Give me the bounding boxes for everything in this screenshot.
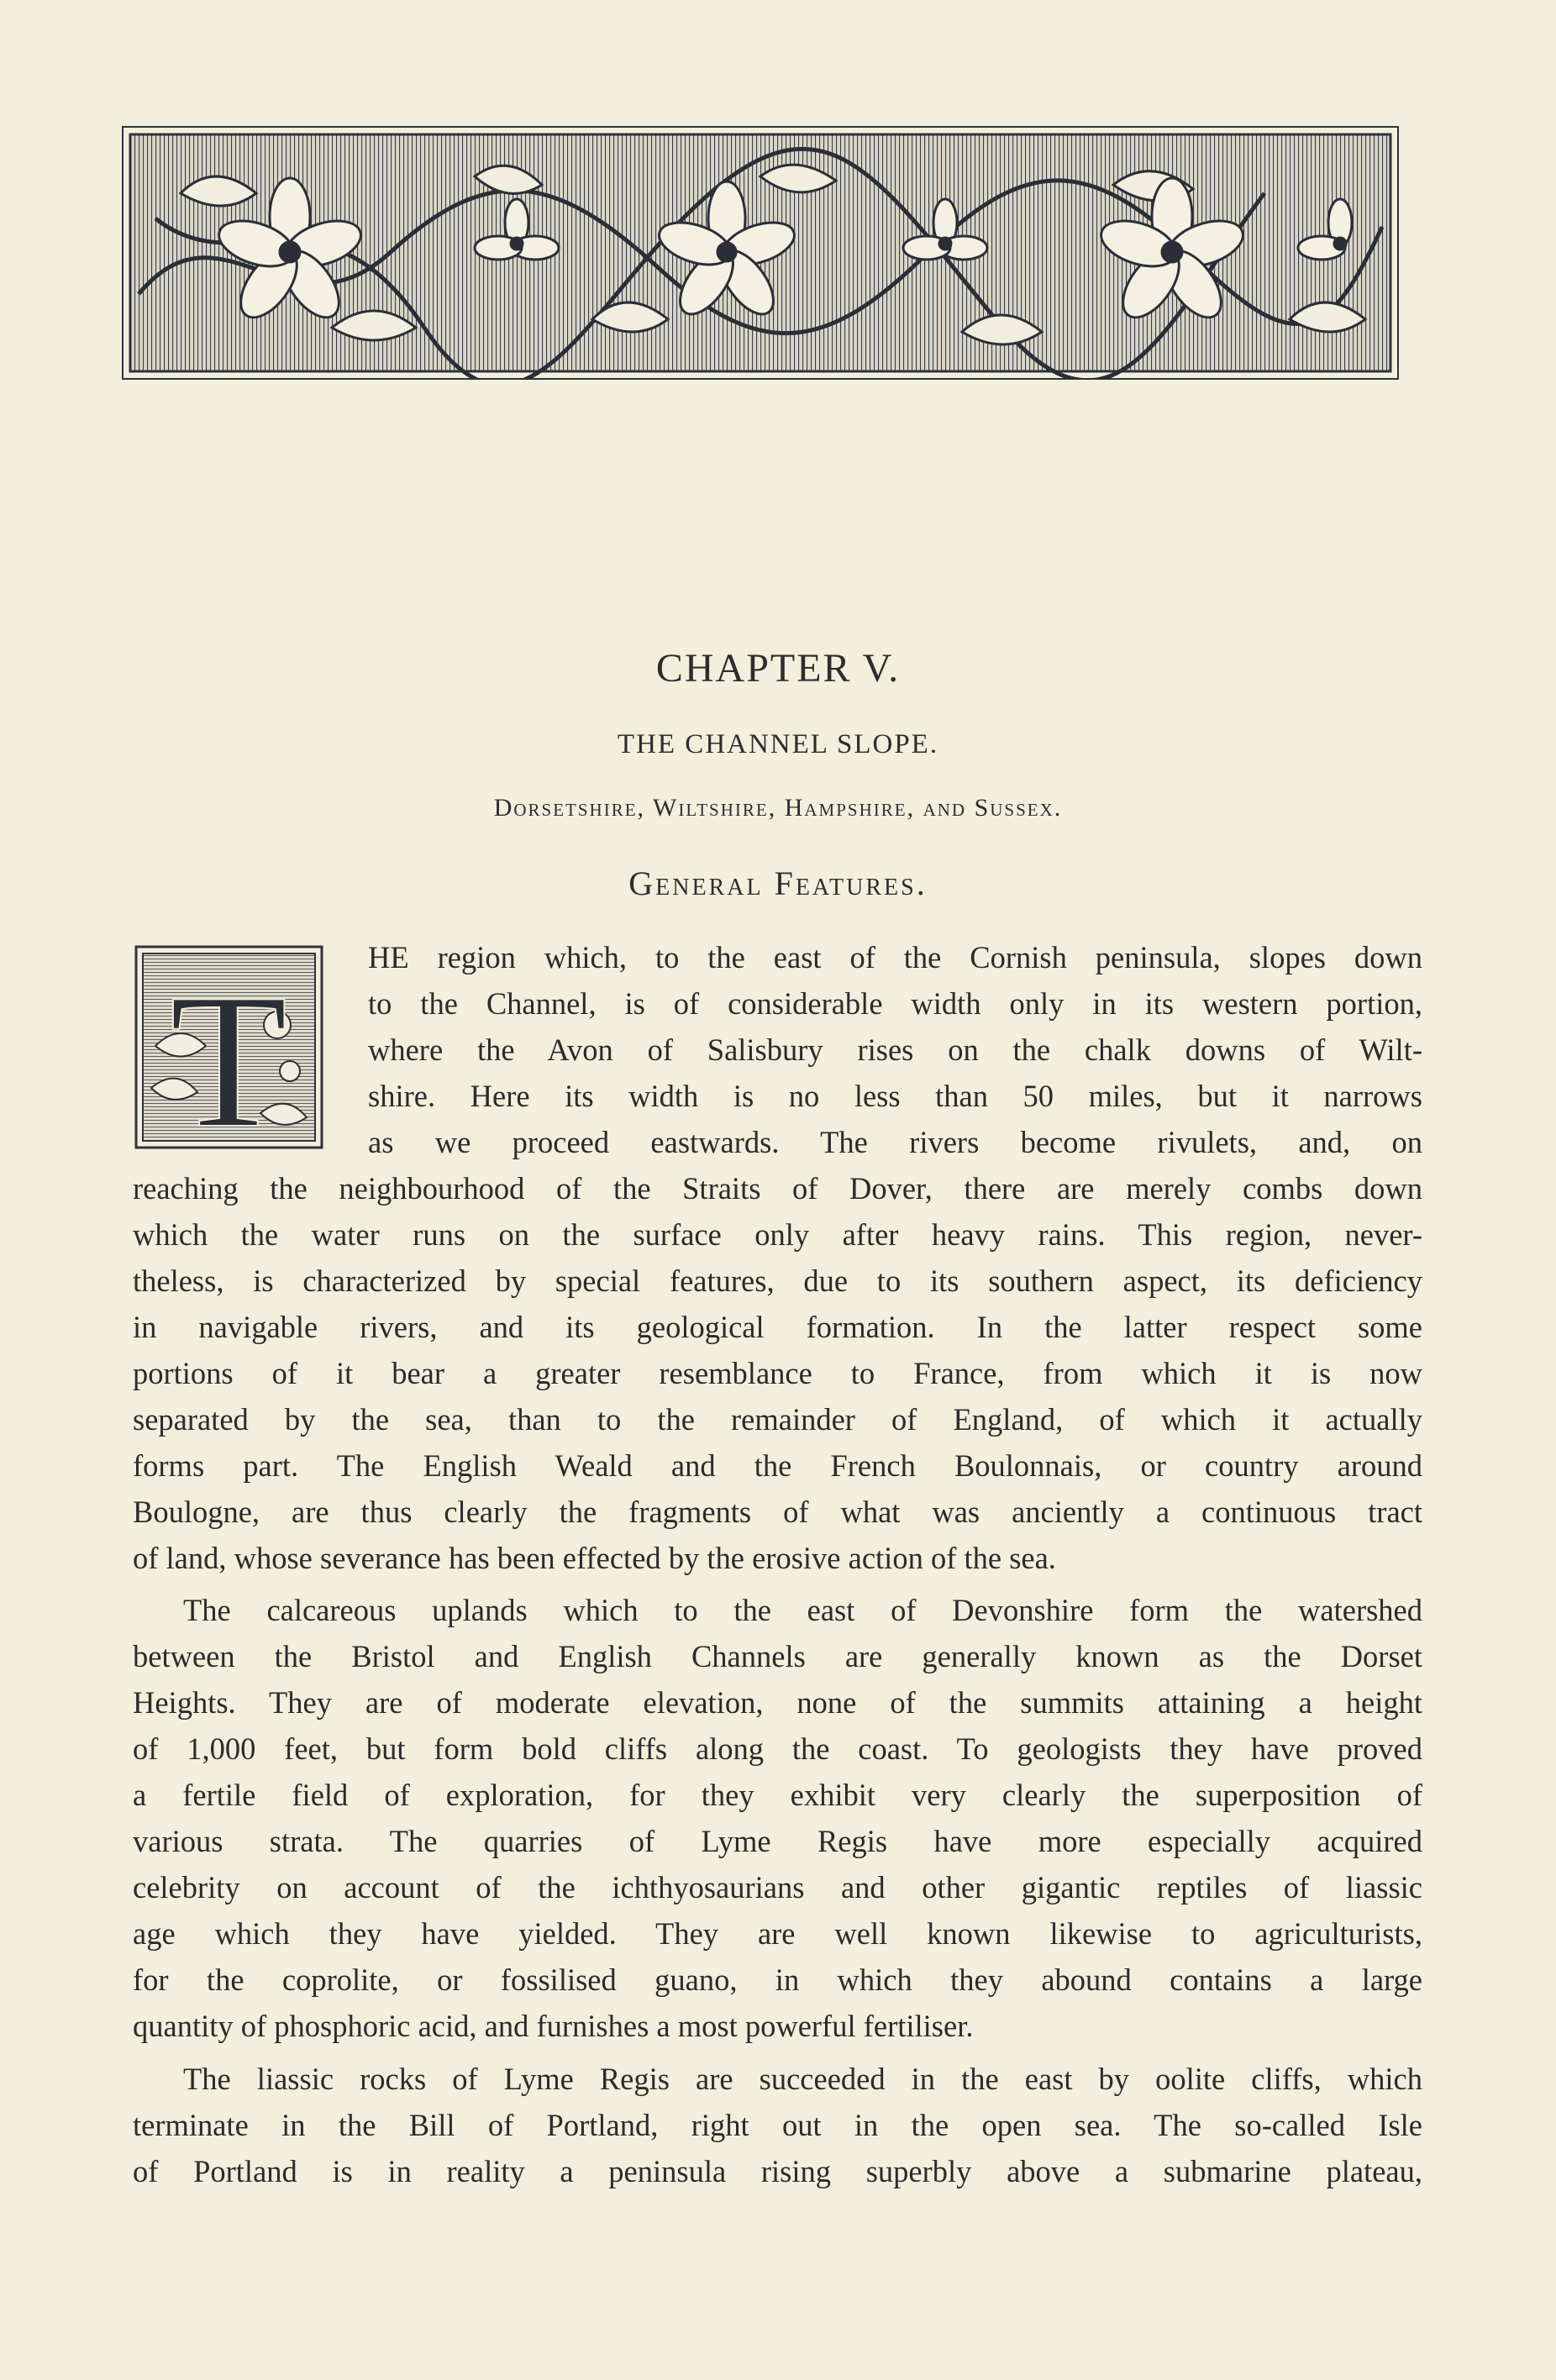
body-text-line: quantity of phosphoric acid, and furnishes a most powerful fertiliser. (133, 2009, 974, 2043)
body-text-line: celebrity on account of the ichthyosaurians and other gigantic reptiles of liassic (133, 1870, 1422, 1905)
body-text-line: theless, is characterized by special features, due to its southern aspect, its deficiency (133, 1264, 1422, 1298)
body-text-line: age which they have yielded. They are well known likewise to agriculturists, (133, 1916, 1422, 1951)
body-text-line: for the coprolite, or fossilised guano, in which they abound contains a large (133, 1962, 1422, 1997)
body-text-line: separated by the sea, than to the remainder of England, of which it actually (133, 1402, 1422, 1437)
ornamental-drop-cap (134, 945, 323, 1149)
body-text-line: various strata. The quarries of Lyme Regis have more especially acquired (133, 1824, 1422, 1858)
body-text-line: as we proceed eastwards. The rivers become rivulets, and, on (368, 1125, 1422, 1159)
body-text-line: HE region which, to the east of the Cornish peninsula, slopes down (368, 940, 1422, 975)
chapter-subtitle: THE CHANNEL SLOPE. (617, 729, 939, 759)
body-text-line: which the water runs on the surface only after heavy rains. This region, never- (133, 1217, 1422, 1252)
chapter-title: CHAPTER V. (655, 646, 901, 691)
body-text-line: The liassic rocks of Lyme Regis are succeeded in the east by oolite cliffs, which (183, 2062, 1422, 2096)
chapter-regions: Dorsetshire, Wiltshire, Hampshire, and Sussex. (493, 794, 1063, 822)
body-text-line: Heights. They are of moderate elevation, none of the summits attaining a height (133, 1685, 1422, 1720)
drop-cap-letter: T (169, 954, 288, 1149)
body-text-line: forms part. The English Weald and the French Boulonnais, or country around (133, 1448, 1422, 1483)
body-text-line: a fertile field of exploration, for they exhibit very clearly the superposition of (133, 1778, 1422, 1812)
body-text-line: in navigable rivers, and its geological formation. In the latter respect some (133, 1310, 1422, 1344)
body-text-line: to the Channel, is of considerable width only in its western portion, (368, 986, 1422, 1021)
section-heading: General Features. (628, 864, 928, 902)
body-text-line: of 1,000 feet, but form bold cliffs along the coast. To geologists they have proved (133, 1731, 1422, 1766)
body-text-line: reaching the neighbourhood of the Straits of Dover, there are merely combs down (133, 1171, 1422, 1206)
body-text-line: of Portland is in reality a peninsula rising superbly above a submarine plateau, (133, 2154, 1422, 2188)
body-text-line: of land, whose severance has been effected by the erosive action of the sea. (133, 1541, 1056, 1575)
body-text-line: between the Bristol and English Channels are generally known as the Dorset (133, 1639, 1422, 1673)
floral-headpiece-ornament (122, 126, 1399, 380)
body-text-line: where the Avon of Salisbury rises on the chalk downs of Wilt- (368, 1032, 1422, 1067)
body-text-line: portions of it bear a greater resemblance to France, from which it is now (133, 1356, 1422, 1390)
body-text-line: Boulogne, are thus clearly the fragments of what was anciently a continuous tract (133, 1495, 1422, 1529)
body-text-line: terminate in the Bill of Portland, right out in the open sea. The so-called Isle (133, 2108, 1422, 2142)
body-text-line: The calcareous uplands which to the east of Devonshire form the watershed (183, 1593, 1422, 1627)
body-text-line: shire. Here its width is no less than 50 miles, but it narrows (368, 1079, 1422, 1113)
